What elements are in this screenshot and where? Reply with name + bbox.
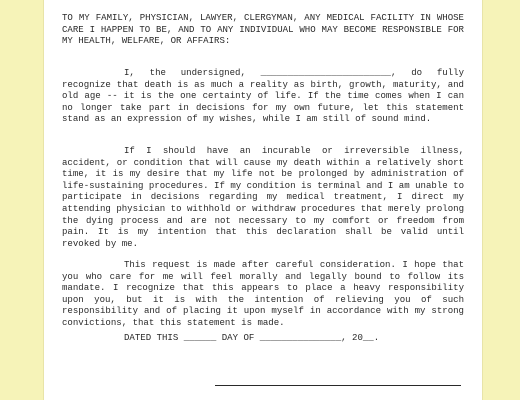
paragraph-request: This request is made after careful consideration. I hope that you who care for me will feel morally and legally bound to follow its mandate. I recognize that this appears to place a heavy responsibility upon you, but it is with the intention of relieving you of such responsibility and of placing it upon myself in accordance with my strong convictions, that this statement is made. bbox=[62, 259, 464, 328]
dated-line: DATED THIS ______ DAY OF _______________, 20__. bbox=[124, 332, 380, 343]
paragraph-directive: If I should have an incurable or irreversible illness, accident, or condition that will cause my death within a relatively short time, it is my desire that my life not be prolonged by administration of life-sustaining procedures. If my condition is terminal and I am unable to participate in decisions regarding my medical treatment, I direct my attending physician to withhold or withdraw procedures that merely prolong the dying process and are not necessary to my comfort or freedom from pain. It is my intention that this declaration shall be valid until revoked by me. bbox=[62, 145, 464, 249]
document-page bbox=[44, 0, 482, 400]
signature-line bbox=[215, 385, 461, 386]
document-header: TO MY FAMILY, PHYSICIAN, LAWYER, CLERGYMAN, ANY MEDICAL FACILITY IN WHOSE CARE I HAPPEN TO BE, AND TO ANY INDIVIDUAL WHO MAY BECOME RESPONSIBLE FOR MY HEALTH, WELFARE, OR AFFAIRS: bbox=[62, 12, 464, 47]
paragraph-declaration: I, the undersigned, ________________________, do fully recognize that death is as much a reality as birth, growth, maturity, and old age -- it is the one certainty of life. If the time comes when I can no longer take part in decisions for my own future, let this statement stand as an expression of my wishes, while I am still of sound mind. bbox=[62, 67, 464, 125]
